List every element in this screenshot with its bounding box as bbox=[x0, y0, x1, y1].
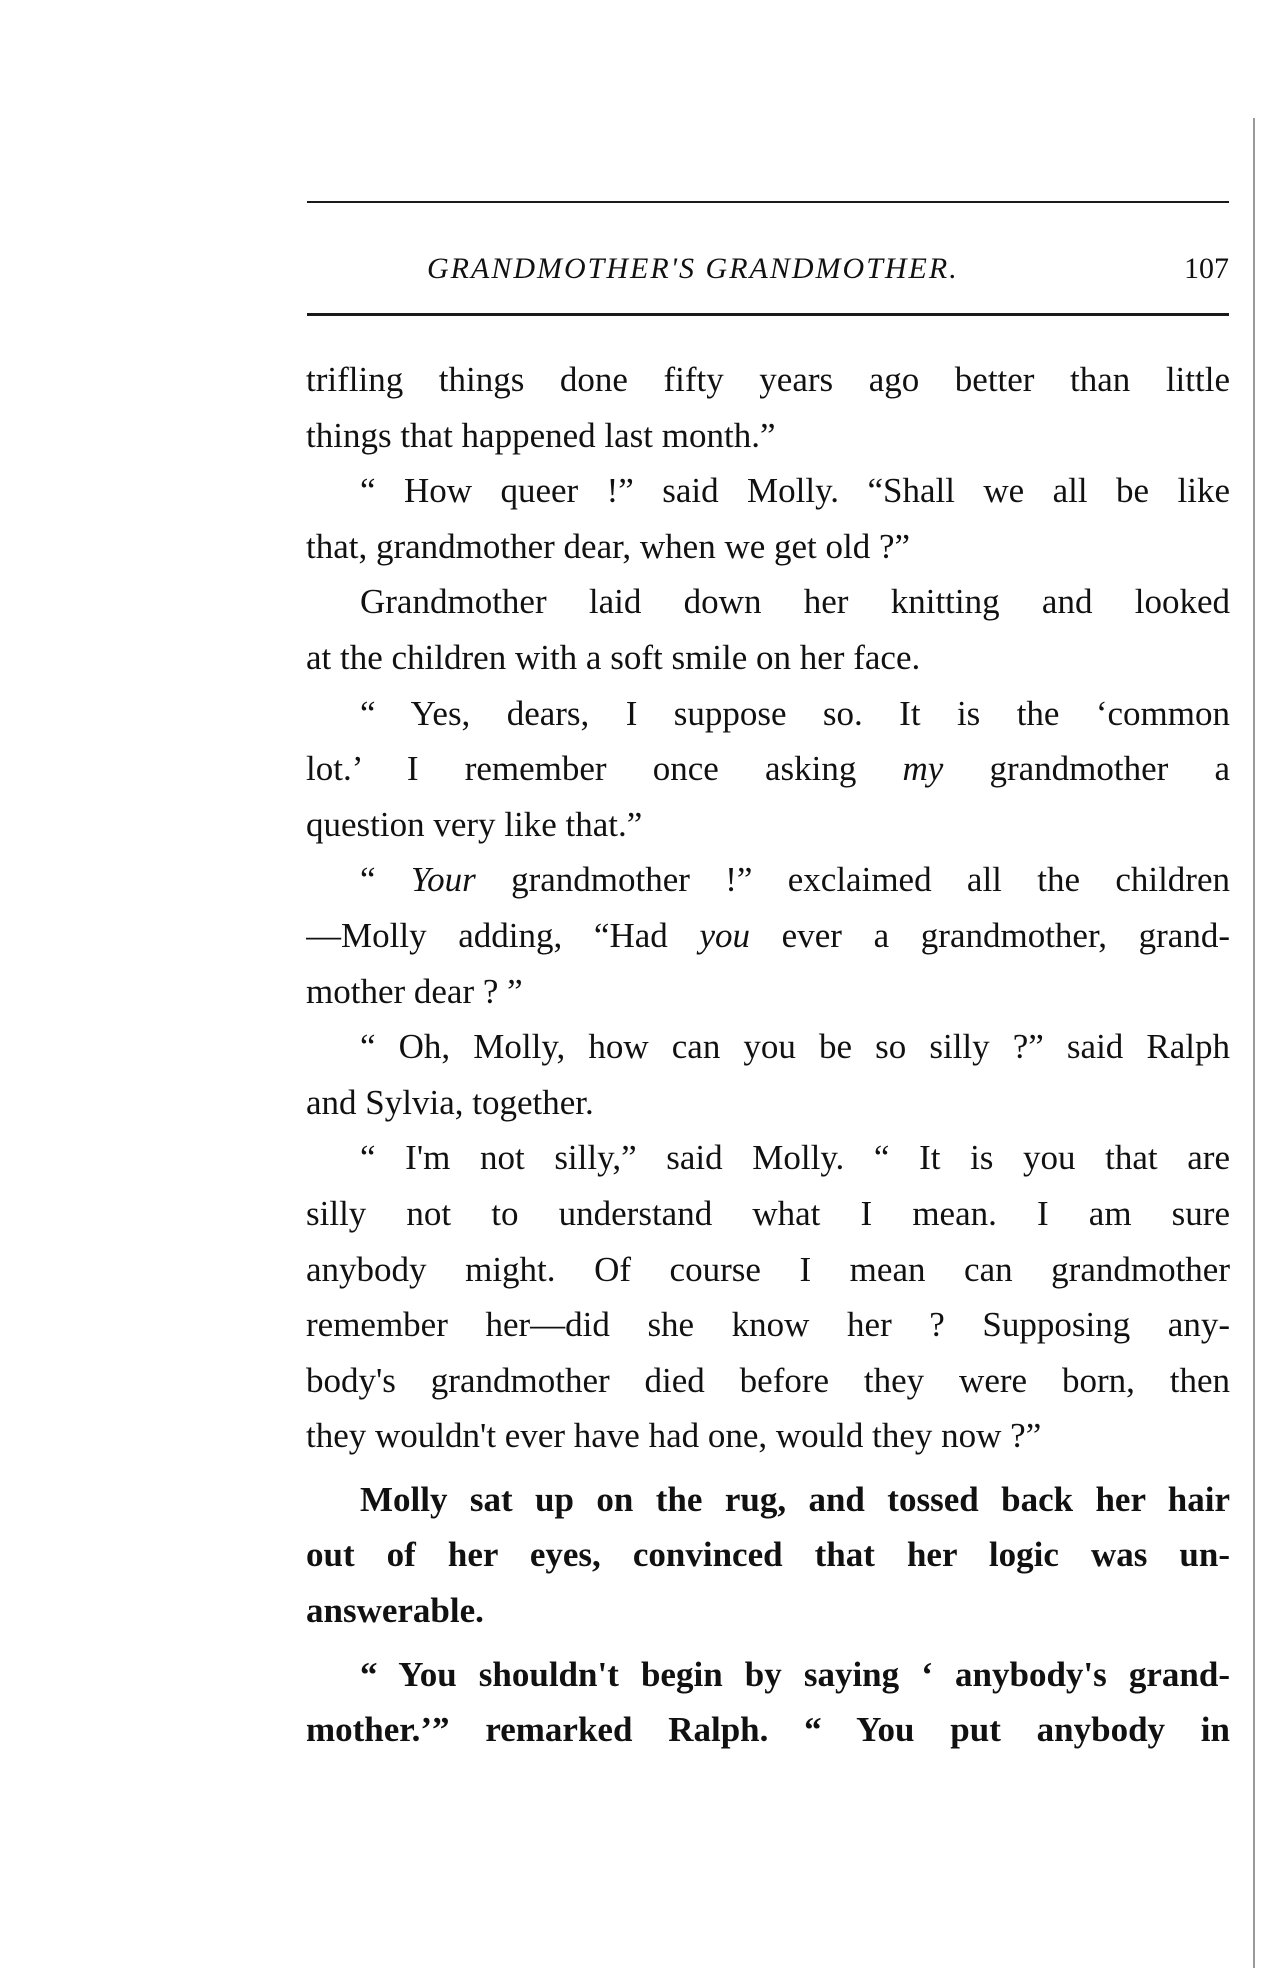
text-line: Molly sat up on the rug, and tossed back her hair bbox=[360, 1479, 1230, 1519]
text-line: that, grandmother dear, when we get old ?” bbox=[306, 526, 911, 566]
text-line: things that happened last month.” bbox=[306, 415, 776, 455]
running-title: GRANDMOTHER'S GRANDMOTHER. bbox=[427, 252, 959, 285]
header-bottom-rule bbox=[307, 313, 1229, 316]
text-line: they wouldn't ever have had one, would they now ?” bbox=[306, 1416, 1042, 1456]
text-line: remember her—did she know her ? Supposing any- bbox=[306, 1305, 1230, 1345]
scan-edge-shadow bbox=[1253, 118, 1255, 1968]
text-line: answerable. bbox=[306, 1591, 484, 1631]
text-line: —Molly adding, “Had you ever a grandmother, grand- bbox=[306, 915, 1230, 955]
text-line: out of her eyes, convinced that her logic was un- bbox=[306, 1535, 1230, 1575]
text-line: at the children with a soft smile on her face. bbox=[306, 637, 921, 677]
text-line: “ I'm not silly,” said Molly. “ It is you that are bbox=[360, 1138, 1230, 1178]
text-line: body's grandmother died before they were born, then bbox=[306, 1360, 1230, 1400]
text-line: mother.’” remarked Ralph. “ You put anybody in bbox=[306, 1710, 1230, 1750]
text-line: “ How queer !” said Molly. “Shall we all be like bbox=[360, 471, 1230, 511]
text-line: Grandmother laid down her knitting and looked bbox=[360, 582, 1230, 622]
body-text bbox=[306, 352, 1230, 1758]
text-line: anybody might. Of course I mean can grandmother bbox=[306, 1249, 1230, 1289]
running-head bbox=[307, 246, 1229, 296]
text-line: “ Oh, Molly, how can you be so silly ?” said Ralph bbox=[360, 1027, 1230, 1067]
text-line: mother dear ? ” bbox=[306, 971, 523, 1011]
header-top-rule bbox=[307, 201, 1229, 203]
text-line: silly not to understand what I mean. I am sure bbox=[306, 1193, 1230, 1233]
text-line: “ You shouldn't begin by saying ‘ anybody's grand- bbox=[360, 1654, 1230, 1694]
text-line: and Sylvia, together. bbox=[306, 1082, 594, 1122]
text-line: “ Yes, dears, I suppose so. It is the ‘common bbox=[360, 693, 1230, 733]
text-line: trifling things done fifty years ago better than little bbox=[306, 360, 1230, 399]
text-line: lot.’ I remember once asking my grandmother a bbox=[306, 749, 1230, 789]
text-line: “ Your grandmother !” exclaimed all the children bbox=[360, 860, 1230, 900]
page-number: 107 bbox=[1184, 252, 1229, 285]
text-line: question very like that.” bbox=[306, 804, 643, 844]
